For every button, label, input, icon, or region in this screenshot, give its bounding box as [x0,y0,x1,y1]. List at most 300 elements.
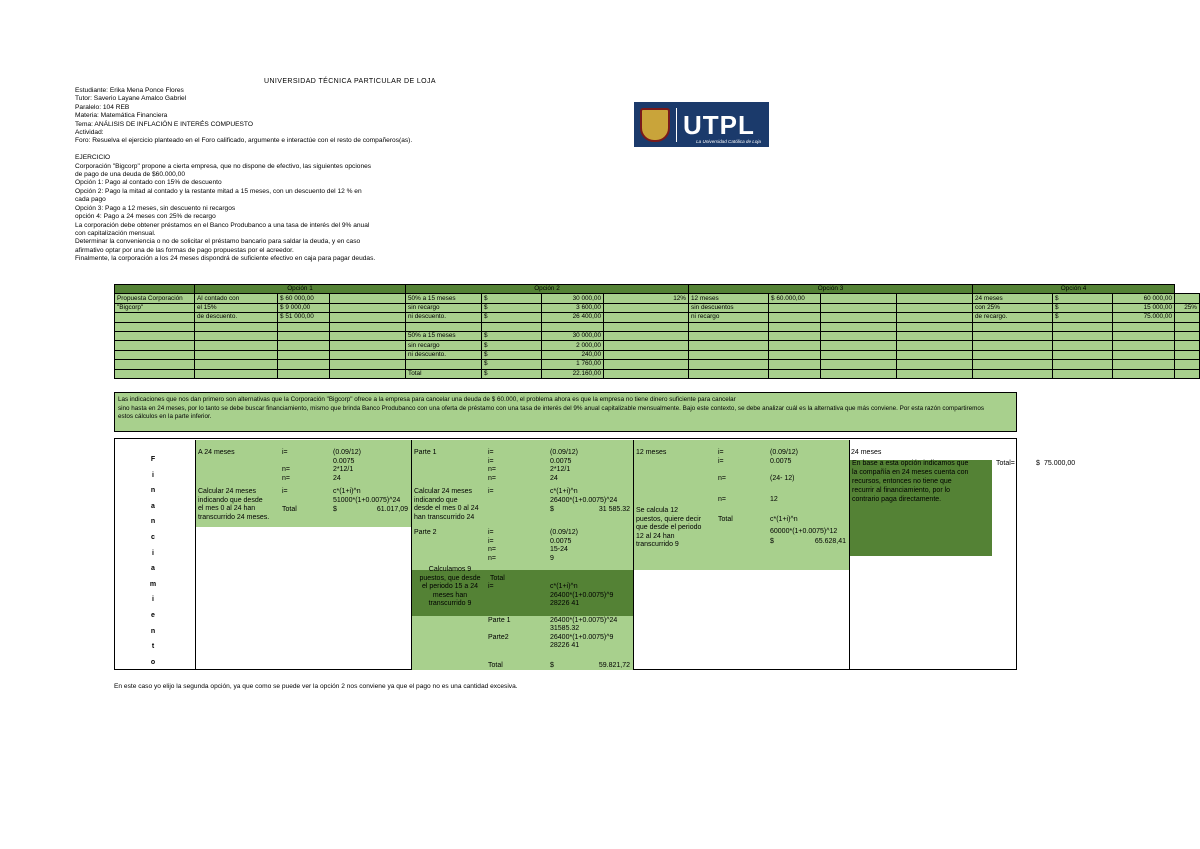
intro-line: Foro: Resuelva el ejercicio planteado en el Foro calificado, argumente e interactúe con el resto de compañeros(as). [75,137,413,145]
table-cell [1175,369,1200,378]
opt2-dark-text: puestos, que desde [419,574,481,582]
university-shield-icon [640,108,670,142]
table-cell [769,322,821,331]
table-cell: $ 60 000,00 [278,294,330,303]
opt1-value: (0.09/12) [333,449,362,456]
opt3-value: 0.0075 [770,457,792,465]
opt3-total-label: Total [718,515,733,523]
table-row [115,341,1200,350]
intro-line: Corporación "Bigcorp" propone a cierta empresa, que no dispone de efectivo, las siguientes opciones [75,162,372,170]
financing-letter: F [150,456,156,463]
table-cell: $ [482,350,542,359]
table-cell [1053,360,1113,369]
opt1-value: 24 [333,474,341,482]
option-header: Opción 3 [689,285,973,294]
table-cell [821,360,897,369]
table-cell [769,341,821,350]
table-cell [330,331,406,340]
financing-letter: i [152,471,154,479]
table-cell: ni recargo [689,313,769,322]
opt2-calc-text: han transcurrido 24 [414,513,475,521]
table-cell: $ [482,360,542,369]
table-row [115,303,1200,312]
opt2-dark-text: transcurrido 9 [428,600,472,607]
intro-line: cada pago [75,196,106,204]
opt4-total-currency: $ [1036,460,1040,467]
opt3-label: 12 meses [636,449,667,456]
table-cell [1113,341,1175,350]
table-cell [689,322,769,331]
opt3-calc-text: 12 al 24 han [636,532,675,540]
table-cell [1113,322,1175,331]
table-cell: $ [482,313,542,322]
opt1-calc-text: transcurrido 24 meses. [198,513,270,521]
opt2-sum-value: 26400*(1+0.0075)^9 [550,633,614,641]
table-cell [330,341,406,350]
option-header: Opción 1 [195,285,406,294]
opt4-text: recurrir al financiamiento, por lo [852,487,951,494]
opt4-text: En base a esta opción indicamos que [852,460,969,467]
table-cell: ni descuento. [406,313,482,322]
opt2-dark-text: Calculamos 9 [428,566,472,573]
opt2-p2-eq: n= [488,554,496,562]
table-cell [604,313,689,322]
opt2-p2-label: Parte 2 [414,529,437,536]
table-cell [689,360,769,369]
table-cell [897,313,973,322]
column-divider [633,440,634,670]
table-cell [330,322,406,331]
table-cell: 12% [604,294,689,303]
table-cell [195,360,278,369]
financing-letter: c [151,533,155,541]
table-cell [897,350,973,359]
opt1-eq: n= [282,466,290,473]
table-cell [330,303,406,312]
table-cell [330,369,406,378]
table-row [115,322,1200,331]
opt2-p2-eq: n= [488,546,496,553]
table-cell [604,341,689,350]
intro-line: EJERCICIO [75,154,111,162]
explanation-note [114,392,1017,432]
table-cell: 240,00 [542,350,604,359]
note-line: sino hasta en 24 meses, por lo tanto se debe buscar financiamiento, mismo que brinda Banco Produbanco con una oferta de préstamo con una tasa de interés del 9% anual capitalizable mensualmente. Bajo este contexto, se debe analizar cuál es la alternativa que más conviene. Por esta razón compartiremos [118,404,984,412]
table-cell: ni descuento. [406,350,482,359]
opt2-total-label: Total [488,662,503,669]
table-row [115,369,1200,378]
table-cell [330,294,406,303]
payment-options-table [114,284,1200,379]
table-cell [1175,350,1200,359]
financing-letter: o [150,658,156,666]
table-cell [195,350,278,359]
intro-line: Tema: ANÁLISIS DE INFLACIÓN E INTERÉS COMPUESTO [75,120,253,128]
table-header-row [115,285,1200,294]
opt2-p1-eq: i= [488,449,494,456]
table-cell [689,341,769,350]
opt2-calc-text: Calcular 24 meses [414,488,472,495]
intro-line: Opción 3: Pago a 12 meses, sin descuento ni recargos [75,204,236,212]
opt1-eq: n= [282,474,290,482]
table-cell [821,294,897,303]
table-cell [406,360,482,369]
opt3-eq: i= [718,449,724,456]
option-header: Opción 4 [973,285,1175,294]
opt1-formula2: 51000*(1+0.0075)^24 [333,497,401,504]
table-cell: $ [482,369,542,378]
opt2-calc-text: indicando que [414,496,458,504]
note-line: Las indicaciones que nos dan primero son alternativas que la Corporación "Bigcorp" ofrece a la empresa para cancelar una deuda de $ 60.000, el problema ahora es que la empresa no tiene dinero suficiente para cancelar [118,396,736,403]
opt2-formula: c*(1+i)^n [550,488,578,495]
table-cell [769,350,821,359]
table-cell: 50% a 15 meses [406,331,482,340]
financing-letter: i [152,549,154,557]
table-row [115,360,1200,369]
table-cell [897,369,973,378]
table-cell: $ [1053,313,1113,322]
intro-line: Opción 2: Pago la mitad al contado y la restante mitad a 15 meses, con un descuento del 12 % en [75,187,362,195]
intro-line [75,146,412,154]
table-cell [689,369,769,378]
table-cell [1053,322,1113,331]
opt2-result-currency: $ [550,505,554,513]
table-cell: sin recargo [406,341,482,350]
table-cell [1053,331,1113,340]
table-cell [278,322,330,331]
table-cell [115,369,195,378]
opt3-total-value: 65.628,41 [814,537,846,545]
intro-line: Finalmente, la corporación a los 24 meses dispondrá de suficiente efectivo en caja para pagar deudas. [75,255,376,263]
intro-line: La corporación debe obtener préstamos en el Banco Produbanco a una tasa de interés del 9% anual [75,221,370,229]
table-cell: de recargo. [973,313,1053,322]
financing-letter: n [150,627,156,635]
opt2-sum-value: 31585.32 [550,625,580,632]
opt3-value: (0.09/12) [770,449,799,456]
table-cell [821,303,897,312]
table-cell: 22.160,00 [542,369,604,378]
logo-tagline: La Universidad Católica de Loja [696,139,761,144]
table-cell [1175,294,1200,303]
table-cell [115,350,195,359]
opt1-label: A 24 meses [198,449,235,456]
opt2-dark-text: el periodo 15 a 24 [421,583,479,590]
financing-letter: a [151,502,155,510]
table-cell: el 15% [195,303,278,312]
table-cell [195,369,278,378]
table-cell [1175,322,1200,331]
opt2-dark-formula2: 26400*(1+0.0075)^9 [550,591,614,599]
opt3-value: 12 [770,496,778,503]
opt2-p1-value: 0.0075 [550,457,572,465]
opt4-total-value: 75.000,00 [1044,460,1076,467]
financing-letter: n [150,518,156,526]
intro-line: Opción 1: Pago al contado con 15% de descuento [75,179,222,187]
opt2-p1-eq: n= [488,466,496,473]
table-cell: $ [482,331,542,340]
table-cell: Total [406,369,482,378]
intro-text-block [75,87,412,264]
column-divider [195,440,196,670]
opt2-p2-eq: i= [488,537,494,545]
table-cell [278,360,330,369]
financing-letter: n [150,487,156,495]
table-cell [482,322,542,331]
table-cell [689,350,769,359]
opt1-calc-text: indicando que desde [198,496,263,504]
opt3-calc-text: Se calcula 12 [636,507,679,514]
table-cell [897,341,973,350]
table-cell [821,369,897,378]
table-cell [604,360,689,369]
table-cell: sin descuentos [689,303,769,312]
table-cell: 75.000,00 [1113,313,1175,322]
table-cell [973,369,1053,378]
opt4-text: la compañía en 24 meses cuenta con [852,469,969,476]
opt4-title: 24 meses [851,449,882,456]
table-cell [1053,350,1113,359]
opt2-calc-i: i= [488,488,494,495]
table-cell [1175,341,1200,350]
table-cell [1175,313,1200,322]
table-row [115,313,1200,322]
table-cell: $ [1053,294,1113,303]
intro-line: Paralelo: 104 REB [75,103,130,111]
opt1-total-label: Total [282,505,297,513]
table-cell: 26 400,00 [542,313,604,322]
opt4-total-label: Total= [996,460,1015,467]
opt2-p1-value: 24 [550,474,558,482]
table-row [115,350,1200,359]
table-cell [1053,369,1113,378]
financing-vertical-label [138,452,168,670]
table-cell [115,341,195,350]
table-cell [1175,360,1200,369]
table-cell [821,313,897,322]
opt2-p2-eq: i= [488,529,494,536]
table-cell [604,369,689,378]
table-cell: $ 9 000,00 [278,303,330,312]
table-cell [897,303,973,312]
table-cell [973,341,1053,350]
table-cell: de descuento. [195,313,278,322]
table-cell [973,331,1053,340]
opt2-sum-value: 28226 41 [550,642,580,649]
logo-divider [676,108,677,142]
option-header: Opción 2 [406,285,689,294]
opt3-calc-text: transcurrido 9 [636,541,679,548]
opt2-p2-value: 9 [550,554,554,562]
opt2-result-value: 31 585.32 [598,505,630,513]
table-cell [897,331,973,340]
opt2-total-currency: $ [550,662,554,669]
opt1-eq: i= [282,449,288,456]
table-cell: 24 meses [973,294,1053,303]
column-divider [849,440,850,670]
table-cell [195,322,278,331]
financing-letter: m [149,580,157,588]
opt2-sum-label: Parte2 [488,633,509,641]
table-cell [195,331,278,340]
opt4-text: contrario paga directamente. [852,496,942,503]
table-cell [821,341,897,350]
opt3-formula2: 60000*(1+0.0075)^12 [770,528,838,535]
opt1-calc-i: i= [282,488,288,495]
opt2-p2-value: 15-24 [550,546,568,553]
table-cell: 30 000,00 [542,294,604,303]
intro-line: Tutor: Saverio Layane Amalco Gabriel [75,95,187,103]
opt2-sum-label: Parte 1 [488,616,511,624]
table-cell [1113,369,1175,378]
table-cell [897,322,973,331]
utpl-logo [634,102,769,147]
opt3-calc-text: puestos, quiere decir [636,515,701,523]
table-cell [406,322,482,331]
table-cell [278,350,330,359]
table-cell: 12 meses [689,294,769,303]
financing-letter: e [151,611,155,619]
opt2-calc-text: desde el mes 0 al 24 [414,505,479,512]
table-cell [1113,350,1175,359]
table-cell [769,303,821,312]
table-cell: $ 51 000,00 [278,313,330,322]
opt3-formula: c*(1+i)^n [770,515,798,523]
opt1-calc-text: el mes 0 al 24 han [198,505,256,512]
table-cell [821,331,897,340]
intro-line: con capitalización mensual. [75,229,156,237]
opt2-formula2: 26400*(1+0.0075)^24 [550,497,618,504]
table-cell: "Bigcorp" [115,303,195,312]
table-cell [115,360,195,369]
table-cell [330,360,406,369]
table-cell [973,360,1053,369]
table-row [115,294,1200,303]
table-cell [604,331,689,340]
table-cell [330,350,406,359]
opt4-text: recursos, entonces no tiene que [852,478,952,485]
table-cell: sin recargo [406,303,482,312]
opt2-p1-eq: n= [488,474,496,482]
opt1-value: 0.0075 [333,457,355,465]
opt2-p1-label: Parte 1 [414,449,437,456]
table-cell: $ 60.000,00 [769,294,821,303]
opt3-total-currency: $ [770,537,774,545]
table-cell [604,350,689,359]
opt3-eq: n= [718,496,726,503]
opt2-p2-value: (0.09/12) [550,529,579,536]
intro-line: afirmativo optar por una de las formas de pago propuestas por el acreedor. [75,246,294,254]
table-cell [973,322,1053,331]
table-cell: Al contado con [195,294,278,303]
logo-brand-text: UTPL [683,109,755,140]
table-cell: $ [482,341,542,350]
opt2-p1-value: (0.09/12) [550,449,579,456]
table-cell: 3 600,00 [542,303,604,312]
table-cell [769,369,821,378]
table-cell [1053,341,1113,350]
opt3-eq: i= [718,457,724,465]
opt3-value: (24- 12) [770,474,795,482]
table-cell: $ [482,294,542,303]
table-cell [769,313,821,322]
intro-line: Determinar la conveniencia o no de solicitar el préstamo bancario para saldar la deuda, y en caso [75,238,361,246]
financing-letter: i [152,596,154,604]
opt1-total-value: 61.017,09 [376,505,408,513]
table-cell: Propuesta Corporación [115,294,195,303]
table-cell [542,322,604,331]
opt1-formula: c*(1+i)^n [333,488,361,495]
opt3-calc-text: que desde el periodo [636,524,702,531]
table-cell: con 25% [973,303,1053,312]
table-cell [821,350,897,359]
table-cell [769,331,821,340]
option3-box [633,440,849,570]
note-line: estos cálculos en la parte inferior. [118,413,212,421]
table-cell: 50% a 15 meses [406,294,482,303]
intro-line: Actividad: [75,129,104,137]
table-cell [897,294,973,303]
opt2-dark-i: i= [488,583,494,590]
table-cell [330,313,406,322]
table-cell: 30 000,00 [542,331,604,340]
table-cell [1113,331,1175,340]
table-cell [278,331,330,340]
opt1-total-currency: $ [333,505,337,513]
table-cell [115,331,195,340]
table-cell [604,303,689,312]
table-cell: 60 000,00 [1113,294,1175,303]
table-cell [689,331,769,340]
table-cell: 15 000,00 [1113,303,1175,312]
intro-line: Estudiante: Erika Mena Ponce Flores [75,87,184,94]
opt2-p1-eq: i= [488,457,494,465]
opt2-dark-total: Total [490,574,505,582]
table-cell [278,341,330,350]
conclusion-text: En este caso yo elijo la segunda opción, ya que como se puede ver la opción 2 nos conviene ya que el pago no es una cantidad excesiva. [114,683,518,690]
financing-letter: a [151,565,155,573]
opt2-p2-value: 0.0075 [550,537,572,545]
table-cell [821,322,897,331]
opt2-p1-value: 2*12/1 [550,466,571,473]
table-cell: 2 000,00 [542,341,604,350]
opt3-eq: n= [718,474,726,482]
table-cell [278,369,330,378]
opt2-dark-value: 28226 41 [550,600,580,607]
table-cell: $ [1053,303,1113,312]
column-divider [411,440,412,670]
opt2-total-value: 59.821,72 [598,662,630,669]
opt1-calc-text: Calcular 24 meses [198,488,256,495]
table-cell [1113,360,1175,369]
opt2-dark-formula: c*(1+i)^n [550,583,578,590]
financing-letter: t [151,643,155,651]
table-cell [115,322,195,331]
table-cell [769,360,821,369]
opt2-dark-text: meses han [432,591,468,599]
university-title: UNIVERSIDAD TÉCNICA PARTICULAR DE LOJA [264,78,436,85]
intro-line: opción 4: Pago a 24 meses con 25% de recargo [75,213,216,221]
table-cell [973,350,1053,359]
table-cell [897,360,973,369]
table-cell [1175,331,1200,340]
intro-line: Materia: Matemática Financiera [75,112,168,120]
intro-line: de pago de una deuda de $60.000,00 [75,171,186,179]
table-cell: $ [482,303,542,312]
table-row [115,331,1200,340]
table-cell: 25% [1175,303,1200,312]
opt2-sum-value: 26400*(1+0.0075)^24 [550,616,618,624]
opt1-value: 2*12/1 [333,466,354,473]
